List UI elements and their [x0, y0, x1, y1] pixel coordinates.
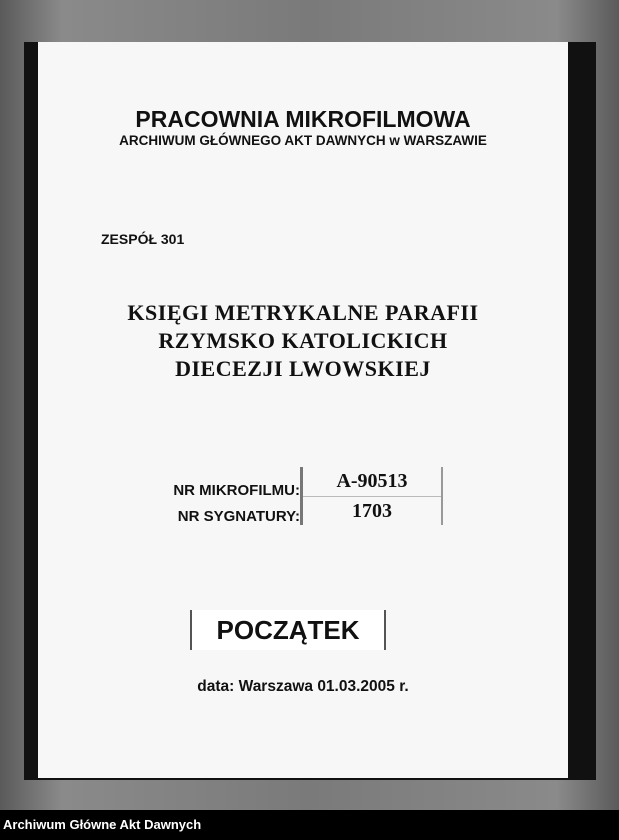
signature-value: 1703 — [352, 500, 392, 522]
title-line-2: RZYMSKO KATOLICKICH — [158, 328, 448, 353]
header-title: PRACOWNIA MIKROFILMOWA — [135, 106, 471, 132]
header-subtitle: ARCHIWUM GŁÓWNEGO AKT DAWNYCH w WARSZAWIE — [119, 133, 487, 148]
title-card — [38, 42, 568, 778]
title-line-3: DIECEZJI LWOWSKIEJ — [175, 356, 431, 381]
signature-label: NR SYGNATURY: — [177, 508, 300, 525]
footer-caption: Archiwum Główne Akt Dawnych — [0, 810, 619, 840]
start-marker: POCZĄTEK — [190, 610, 386, 650]
title-line-1: KSIĘGI METRYKALNE PARAFII — [127, 300, 479, 325]
microfilm-value: A-90513 — [303, 467, 441, 497]
date-line: data: Warszawa 01.03.2005 r. — [197, 678, 409, 695]
number-box — [300, 467, 443, 525]
microfilm-label: NR MIKROFILMU: — [173, 482, 300, 499]
collection-number: ZESPÓŁ 301 — [101, 231, 185, 247]
